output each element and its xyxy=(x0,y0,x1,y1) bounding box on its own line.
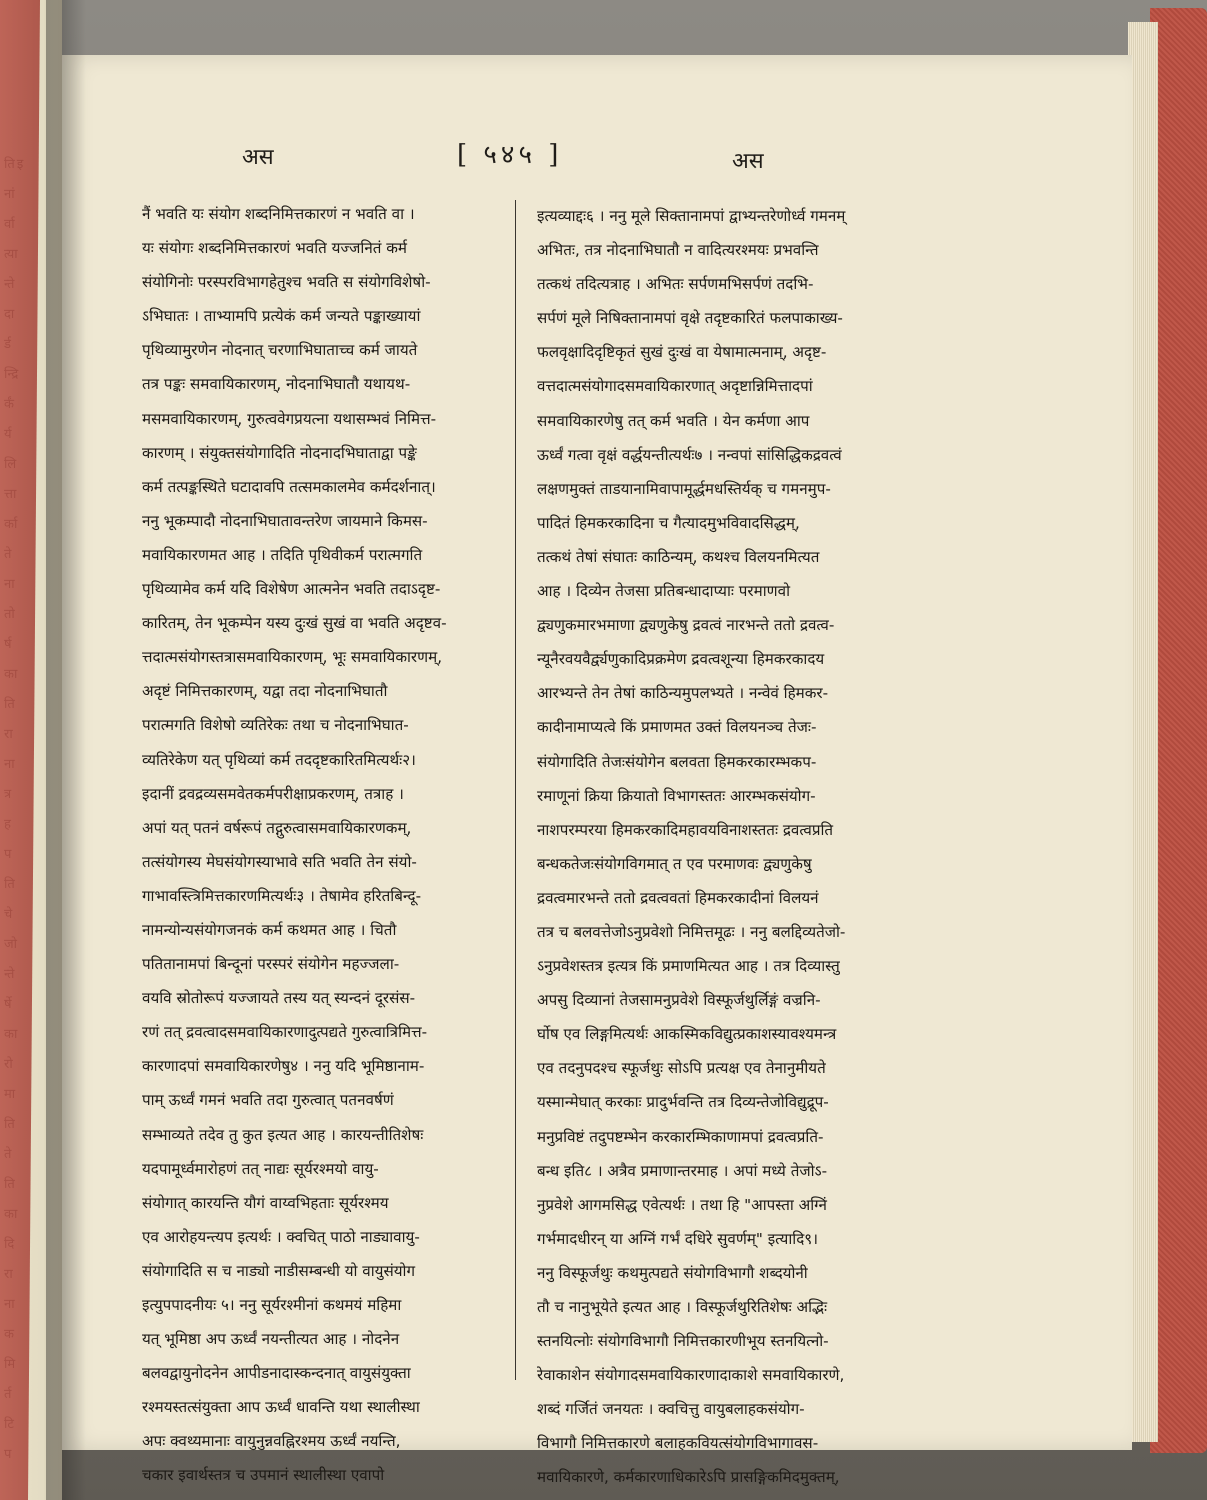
text-line: नुप्रवेशे आगमसिद्ध एवेत्यर्थः । तथा हि "आपस्ता अग्निं xyxy=(537,1195,827,1214)
text-line: यत् भूमिष्ठा अप ऊर्ध्वं नयन्तीत्यत आह । नोदनेन xyxy=(142,1330,400,1349)
text-line: तत्संयोगस्य मेघसंयोगस्याभावे सति भवति तेन संयो- xyxy=(142,852,417,871)
text-line: इत्युपपादनीयः ५। ननु सूर्यरश्मीनां कथमयं महिमा xyxy=(142,1296,402,1314)
right-column xyxy=(537,199,1003,1495)
text-line: स्तनयित्नोः संयोगविभागौ निमित्तकारणीभूय स्तनयित्नो- xyxy=(537,1332,829,1351)
text-line: न्यूनैरवयवैर्द्व्यणुकादिप्रक्रमेण द्रवत्वशून्या हिमकरकादय xyxy=(537,650,825,669)
text-line: चकार इवार्थस्तत्र च उपमानं स्थालीस्था एवापो xyxy=(142,1466,385,1485)
text-line: अदृष्टं निमित्तकारणम्, यद्वा तदा नोदनाभिघातौ xyxy=(142,682,388,701)
text-line: रेवाकाशेन संयोगादसमवायिकारणादाकाशे समवायिकारणे, xyxy=(537,1366,845,1385)
left-column xyxy=(142,197,578,1493)
text-line: अपां यत् पतनं वर्षरूपं तद्गुरुत्वासमवायिकारणकम्, xyxy=(142,818,412,837)
page-fore-edge xyxy=(1128,22,1158,1442)
text-line: र्घोष एव लिङ्गमित्यर्थः आकस्मिकविद्युत्प्रकाशस्यावश्यमन्त्र xyxy=(537,1025,837,1044)
text-line: ऽनुप्रवेशस्तत्र इत्यत्र किं प्रमाणमित्यत आह । तत्र दिव्यास्तु xyxy=(537,957,840,976)
text-line: परात्मगति विशेषो व्यतिरेकः तथा च नोदनाभिघात- xyxy=(142,716,409,735)
text-line: आह । दिव्येन तेजसा प्रतिबन्धादाप्याः परमाणवो xyxy=(537,582,791,601)
column-rule xyxy=(515,200,516,1380)
text-line: बन्ध इति८ । अत्रैव प्रमाणान्तरमाह । अपां मध्ये तेजोऽ- xyxy=(537,1161,828,1180)
text-line: सर्पणं मूले निषिक्तानामपां वृक्षे तदृष्टकारितं फलपाकाख्य- xyxy=(537,309,843,328)
text-line: त्तदात्मसंयोगस्तत्रासमवायिकारणम्, भूः समवायिकारणम्, xyxy=(142,648,443,667)
text-line: मनुप्रविष्टं तदुपष्टम्भेन करकारम्भिकाणामपां द्रवत्वप्रति- xyxy=(537,1127,824,1146)
text-line: द्रवत्वमारभन्ते ततो द्रवत्ववतां हिमकरकादीनां विलयनं xyxy=(537,888,819,907)
text-line: पतितानामपां बिन्दूनां परस्परं संयोगेन महज्जला- xyxy=(142,955,400,974)
page-number: [ ५४५ ] xyxy=(457,140,563,170)
text-line: कादीनामाप्यत्वे किं प्रमाणमत उक्तं विलयनञ्च तेजः- xyxy=(537,718,817,737)
text-line: पृथिव्यामेव कर्म यदि विशेषेण आत्मनेन भवति तदाऽदृष्ट- xyxy=(142,580,441,599)
text-line: तत्र पङ्कः समवायिकारणम्, नोदनाभिघातौ यथायथ- xyxy=(142,375,411,394)
text-line: ऽभिघातः । ताभ्यामपि प्रत्येकं कर्म जन्यते पङ्काख्यायां xyxy=(142,307,421,326)
text-line: तत्कथं तदित्यत्राह । अभितः सर्पणमभिसर्पणं तदभि- xyxy=(537,275,814,294)
text-line: ननु विस्फूर्जथुः कथमुत्पद्यते संयोगविभागौ शब्दयोनी xyxy=(537,1263,808,1282)
text-line: पादितं हिमकरकादिना च गैत्यादमुभविवादसिद्धम्, xyxy=(537,513,800,532)
text-line: एव आरोहयन्त्यप इत्यर्थः । क्वचित् पाठो नाड्यावायु- xyxy=(142,1227,420,1246)
text-line: रमाणूनां क्रिया क्रियातो विभागस्ततः आरम्भकसंयोग- xyxy=(537,786,816,805)
text-line: संयोगात् कारयन्ति यौगं वाय्वभिहताः सूर्यरश्मय xyxy=(142,1193,389,1212)
text-line: कर्म तत्पङ्कस्थिते घटादावपि तत्समकालमेव कर्मदर्शनात्। xyxy=(142,477,436,496)
text-line: संयोगिनोः परस्परविभागहेतुश्च भवति स संयोगविशेषो- xyxy=(142,273,431,292)
text-line: इत्यव्याद्दः६ । ननु मूले सिक्तानामपां द्वाभ्यन्तरेणोर्ध्व गमनम् xyxy=(537,207,846,225)
text-line: सम्भाव्यते तदेव तु कुत इत्यत आह । कारयन्तीतिशेषः xyxy=(142,1125,424,1144)
text-line: ऊर्ध्वं गत्वा वृक्षं वर्द्धयन्तीत्यर्थः७ । नन्वपां सांसिद्धिकद्रवत्वं xyxy=(537,445,842,464)
text-line: कारणादपां समवायिकारणेषु४ । ननु यदि भूमिष्ठानाम- xyxy=(142,1057,425,1076)
text-line: नैं भवति यः संयोग शब्दनिमित्तकारणं न भवति वा । xyxy=(142,205,415,223)
text-line: फलवृक्षादिदृष्टिकृतं सुखं दुःखं वा येषामात्मनाम्, अदृष्ट- xyxy=(537,343,827,362)
text-line: लक्षणमुक्तं ताडयानामिवापामूर्द्धमधस्तिर्यक् च गमनमुप- xyxy=(537,479,831,498)
text-line: रश्मयस्तत्संयुक्ता आप ऊर्ध्वं धावन्ति यथा स्थालीस्था xyxy=(142,1398,420,1417)
text-line: मसमवायिकारणम्, गुरुत्ववेगप्रयत्ना यथासम्भवं निमित्त- xyxy=(142,409,437,428)
book-cover-cloth xyxy=(1150,8,1207,1453)
text-line: रणं तत् द्रवत्वादसमवायिकारणादुत्पद्यते गुरुत्वात्रिमित्त- xyxy=(142,1023,428,1042)
text-line: वयवि स्रोतोरूपं यज्जायते तस्य यत् स्यन्दनं दूरसंस- xyxy=(142,989,416,1008)
text-line: यस्मान्मेघात् करकाः प्रादुर्भवन्ति तत्र दिव्यन्तेजोविद्युद्रूप- xyxy=(537,1093,829,1112)
text-line: कारितम्, तेन भूकम्पेन यस्य दुःखं सुखं वा भवति अदृष्टव- xyxy=(142,614,447,633)
text-line: ननु भूकम्पादौ नोदनाभिघातावन्तरेण जायमाने किमस- xyxy=(142,511,428,530)
text-line: अपसु दिव्यानां तेजसामनुप्रवेशे विस्फूर्जथुर्लिङ्गं वज्रनि- xyxy=(537,991,821,1010)
text-line: बन्धकतेजःसंयोगविगमात् त एव परमाणवः द्व्यणुकेषु xyxy=(537,854,812,873)
book-page xyxy=(62,55,1132,1487)
running-head-right: अस xyxy=(732,149,764,174)
text-line: व्यतिरेकेण यत् पृथिव्यां कर्म तददृष्टकारितमित्यर्थः२। xyxy=(142,750,416,769)
text-line: यः संयोगः शब्दनिमित्तकारणं भवति यज्जनितं कर्म xyxy=(142,239,407,258)
text-line: संयोगादिति तेजःसंयोगेन बलवता हिमकरकारम्भकप- xyxy=(537,752,817,771)
text-line: इदानीं द्रवद्रव्यसमवेतकर्मपरीक्षाप्रकरणम्, तत्राह । xyxy=(142,784,404,803)
text-line: विभागौ निमित्तकारणे बलाहकवियत्संयोगविभागावस- xyxy=(537,1434,819,1453)
text-line: तत्र च बलवत्तेजोऽनुप्रवेशो निमित्तमूढः । ननु बलद्दिव्यतेजो- xyxy=(537,922,846,941)
running-head-left: अस xyxy=(242,145,274,170)
text-line: गाभावस्त्त्रिमित्तकारणमित्यर्थः३ । तेषामेव हरितबिन्दू- xyxy=(142,886,422,905)
text-line: एव तदनुपदश्च स्फूर्जथुः सोऽपि प्रत्यक्ष एव तेनानुमीयते xyxy=(537,1059,826,1078)
text-line: अभितः, तत्र नोदनाभिघातौ न वादित्यरश्मयः प्रभवन्ति xyxy=(537,241,819,260)
text-line: कारणम् । संयुक्तसंयोगादिति नोदनादभिघाताद्वा पङ्के xyxy=(142,443,417,462)
text-line: शब्दं गर्जितं जनयतः । क्वचित्तु वायुबलाहकसंयोग- xyxy=(537,1400,805,1419)
text-line: गर्भमादधीरन् या अग्निं गर्भं दधिरे सुवर्णम्" इत्यादि९। xyxy=(537,1229,818,1248)
text-line: मवायिकारणे, कर्मकारणाधिकारेऽपि प्रासङ्गिकमिदमुक्तम्, xyxy=(537,1468,840,1487)
text-line: समवायिकारणेषु तत् कर्म भवति । येन कर्मणा आप xyxy=(537,411,810,430)
text-line: यदपामूर्ध्वमारोहणं तत् नाद्यः सूर्यरश्मयो वायु- xyxy=(142,1159,379,1178)
gutter-shadow xyxy=(46,0,86,1500)
text-line: तौ च नानुभूयेते इत्यत आह । विस्फूर्जथुरितिशेषः अद्भिः xyxy=(537,1298,828,1316)
text-line: नामन्योन्यसंयोगजनकं कर्म कथमत आह । चितौ xyxy=(142,920,397,939)
text-line: मवायिकारणमत आह । तदिति पृथिवीकर्म परात्मगति xyxy=(142,545,423,564)
text-line: द्व्यणुकमारभमाणा द्व्यणुकेषु द्रवत्वं नारभन्ते ततो द्रवत्व- xyxy=(537,616,835,635)
text-line: पृथिव्यामुरणेन नोदनात् चरणाभिघाताच्च कर्म जायते xyxy=(142,341,418,360)
text-line: संयोगादिति स च नाड्यो नाडीसम्बन्धी यो वायुसंयोग xyxy=(142,1261,416,1280)
text-line: पाम् ऊर्ध्वं गमनं भवति तदा गुरुत्वात् पतनवर्षणं xyxy=(142,1091,394,1110)
text-line: नाशपरम्परया हिमकरकादिमहावयविनाशस्ततः द्रवत्वप्रति xyxy=(537,820,834,839)
text-line: बलवद्वायुनोदनेन आपीडनादास्कन्दनात् वायुसंयुक्ता xyxy=(142,1364,411,1383)
text-line: तत्कथं तेषां संघातः काठिन्यम्, कथश्च विलयनमित्यत xyxy=(537,547,820,566)
text-line: अपः क्वथ्यमानाः वायुनुन्नवह्निरश्मय ऊर्ध्वं नयन्ति, xyxy=(142,1432,401,1451)
text-line: आरभ्यन्ते तेन तेषां काठिन्यमुपलभ्यते । नन्वेवं हिमकर- xyxy=(537,684,829,703)
running-head xyxy=(62,135,1132,175)
text-line: वत्तदात्मसंयोगादसमवायिकारणात् अदृष्टान्निमित्तादपां xyxy=(537,377,813,396)
